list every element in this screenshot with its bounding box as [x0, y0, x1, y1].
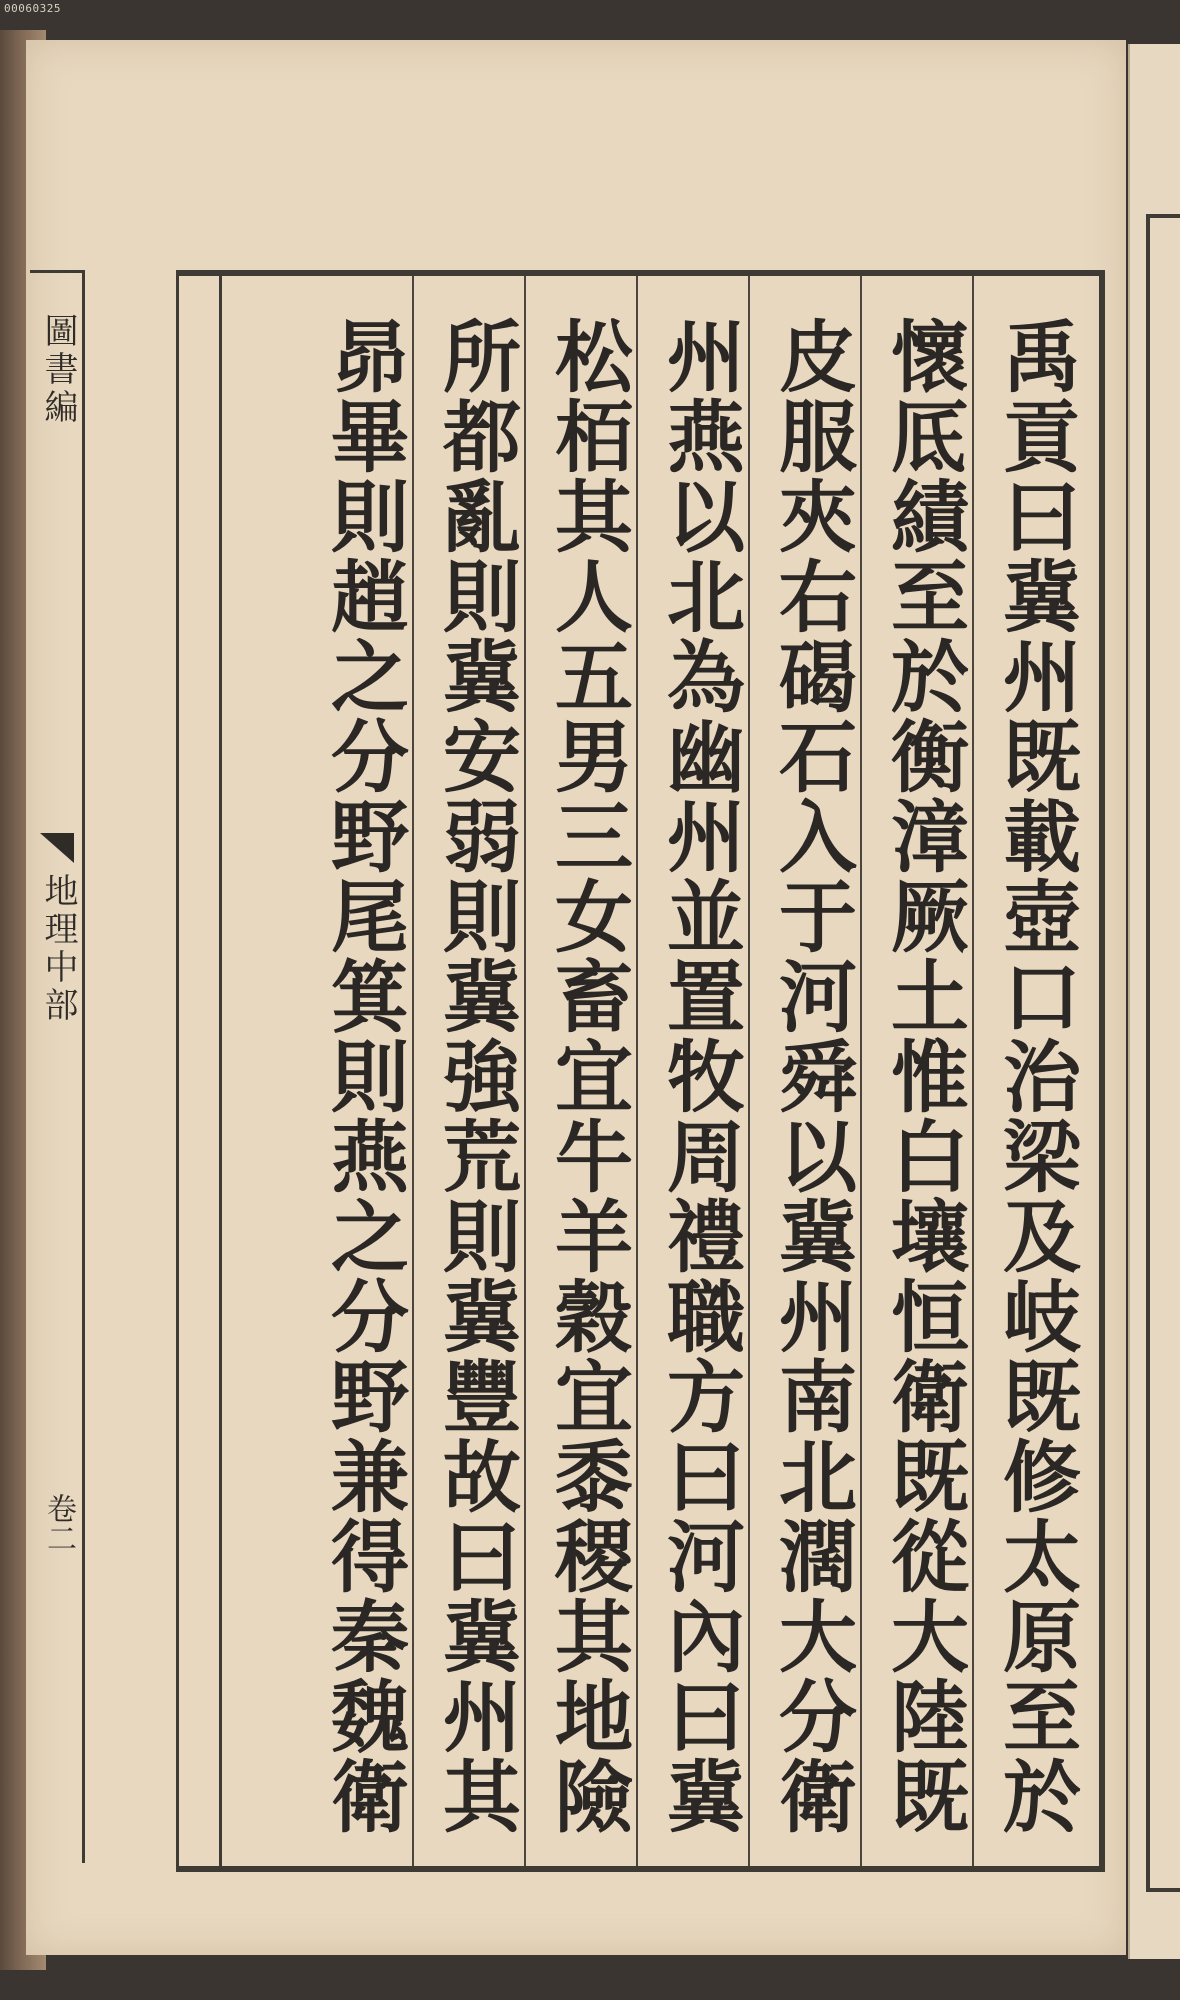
margin-leaf-label: 卷二 — [41, 1493, 76, 1553]
text-column-2: 懷厎績至於衡漳厥土惟白壤恒衛既從大陸既 — [878, 316, 969, 1836]
margin-book-title: 圖書編 — [38, 313, 78, 427]
frame-inner-rule — [219, 276, 222, 1866]
adjacent-page-frame — [1146, 214, 1180, 1892]
text-column-7: 昴畢則趙之分野尾箕則燕之分野兼得秦魏衛 — [318, 316, 409, 1836]
text-column-3: 皮服夾右碣石入于河舜以冀州南北濶大分衛 — [766, 316, 857, 1836]
text-block-frame — [176, 270, 1105, 1872]
fishtail-mark-icon — [40, 833, 74, 863]
text-column-1: 禹貢曰冀州既載壺口治梁及岐既修太原至於 — [990, 316, 1081, 1836]
scan-id-label: 00060325 — [4, 2, 61, 15]
text-column-5: 松栢其人五男三女畜宜牛羊穀宜黍稷其地險 — [542, 316, 633, 1836]
page-margin-strip — [30, 270, 85, 1863]
text-column-6: 所都亂則冀安弱則冀強荒則冀豐故曰冀州其 — [430, 316, 521, 1836]
text-column-4: 州燕以北為幽州並置牧周禮職方曰河內曰冀 — [654, 316, 745, 1836]
book-page — [26, 40, 1126, 1955]
margin-section-title: 地理中部 — [38, 873, 78, 1025]
adjacent-page-edge — [1128, 44, 1180, 1959]
